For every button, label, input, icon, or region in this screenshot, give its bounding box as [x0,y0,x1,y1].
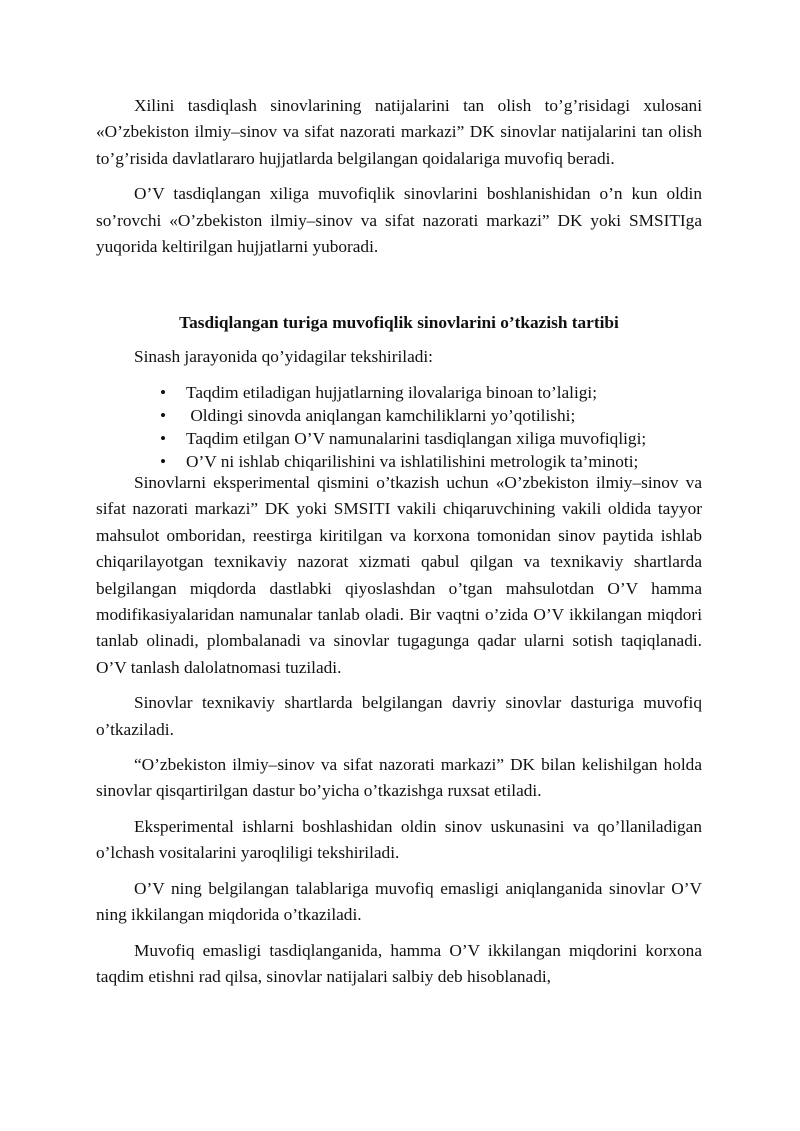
paragraph-nonconformity: O’V ning belgilangan talablariga muvofiq emasligi aniqlanganida sinovlar O’V ning ikkilangan miqdorida o’tkaziladi. [96,878,702,925]
paragraph-equipment: Eksperimental ishlarni boshlashidan oldin sinov uskunasini va qo’llaniladigan o’lchash vositalarini yaroqliligi tekshiriladi. [96,816,702,863]
list-item [160,404,646,427]
list-item [160,427,646,450]
paragraph-request: O’V tasdiqlangan xiliga muvofiqlik sinovlarini boshlanishidan o’n kun oldin so’rovchi «O’zbekiston ilmiy–sinov va sifat nazorati markazi” DK yoki SMSITIga yuqorida keltirilgan hujjatlarni yuboradi. [96,184,702,257]
paragraph-shortened: “O’zbekiston ilmiy–sinov va sifat nazorati markazi” DK bilan kelishilgan holda sinovlar qisqartirilgan dastur bo’yicha o’tkazishga ruxsat etiladi. [96,755,702,801]
list-item-text: Taqdim etiladigan hujjatlarning ilovalariga binoan to’laligi; [186,383,598,402]
section-heading: Tasdiqlangan turiga muvofiqlik sinovlarini o’tkazish tartibi [179,313,619,332]
list-item-text: Oldingi sinovda aniqlangan kamchiliklarni yo’qotilishi; [186,406,576,425]
paragraph-conclusion: Xilini tasdiqlash sinovlarining natijalarini tan olish to’g’risidagi xulosani «O’zbekiston ilmiy–sinov va sifat nazorati markazi” DK sinovlar natijalarini tan olish to’g’risida davlatlararo hujjatlarda belgilangan qoidalariga muvofiq beradi. [96,96,702,168]
paragraph-sampling: Sinovlarni eksperimental qismini o’tkazish uchun «O’zbekiston ilmiy–sinov va sifat nazorati markazi” DK yoki SMSITI vakili chiqaruvchining vakili oldida tayyor mahsulot omboridan, reestirga kiritilgan va korxona tomonidan sinov paytida ishlab chiqarilayotgan texnikaviy nazorat xizmati qabul qilgan va texnikaviy shartlarda belgilangan miqdorda dastlabki qiyoslashdan o’tgan mahsulotdan O’V hamma modifikasiyalaridan namunalar tanlab oladi. Bir vaqtni o’zida O’V ikkilangan miqdori tanlab olinadi, plombalanadi va sinovlar tugagunga qadar ularni sotish taqiqlanadi. O’V tanlash dalolatnomasi tuziladi. [96,473,702,677]
top-section [96,93,702,260]
bullet-icon: • [160,452,167,471]
bullet-icon: • [160,383,167,402]
checklist-intro: Sinash jarayonida qo’yidagilar tekshiriladi: [134,347,433,366]
bullet-icon: • [160,406,167,425]
bottom-section [96,470,702,990]
list-item [160,381,646,404]
bullet-icon: • [160,429,167,448]
list-item-text: O’V ni ishlab chiqarilishini va ishlatilishini metrologik ta’minoti; [186,452,639,471]
paragraph-negative-result: Muvofiq emasligi tasdiqlanganida, hamma O’V ikkilangan miqdorini korxona taqdim etishni rad qilsa, sinovlar natijalari salbiy deb hisoblanadi, [96,940,702,986]
checklist [160,381,646,473]
list-item-text: Taqdim etilgan O’V namunalarini tasdiqlangan xiliga muvofiqligi; [186,429,647,448]
paragraph-program: Sinovlar texnikaviy shartlarda belgilangan davriy sinovlar dasturiga muvofiq o’tkaziladi. [96,693,702,739]
